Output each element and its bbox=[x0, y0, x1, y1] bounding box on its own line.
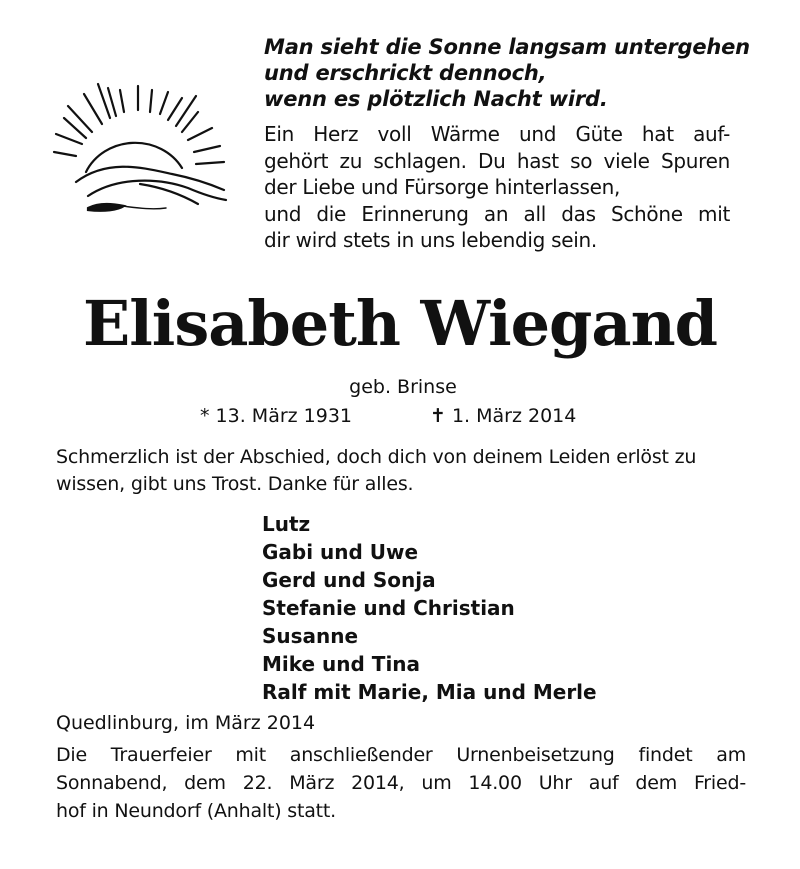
place-and-date: Quedlinburg, im März 2014 bbox=[56, 712, 316, 734]
funeral-details bbox=[56, 741, 756, 825]
tribute-line: und die Erinnerung an all das Schöne mit bbox=[264, 201, 730, 226]
poem-line: wenn es plötzlich Nacht wird. bbox=[264, 87, 608, 111]
mourners-list bbox=[262, 510, 762, 706]
setting-sun-icon bbox=[48, 72, 228, 222]
birth-name: geb. Brinse bbox=[349, 376, 457, 398]
deceased-name: Elisabeth Wiegand bbox=[82, 287, 718, 360]
ceremony-line: Die Trauerfeier mit anschließender Urnenbeisetzung findet am bbox=[56, 744, 746, 766]
ceremony-line: Sonnabend, dem 22. März 2014, um 14.00 Uhr auf dem Fried- bbox=[56, 772, 746, 794]
tribute-line: gehört zu schlagen. Du hast so viele Spuren bbox=[264, 148, 730, 173]
poem-line: Man sieht die Sonne langsam untergehen bbox=[264, 35, 750, 59]
tribute-line: dir wird stets in uns lebendig sein. bbox=[264, 228, 597, 252]
tribute-line: der Liebe und Fürsorge hinterlassen, bbox=[264, 175, 621, 199]
mourner-name: Lutz bbox=[262, 512, 311, 536]
mourner-name: Ralf mit Marie, Mia und Merle bbox=[262, 680, 597, 704]
message-line: wissen, gibt uns Trost. Danke für alles. bbox=[56, 473, 414, 495]
mourner-name: Mike und Tina bbox=[262, 652, 421, 676]
tribute-text bbox=[264, 121, 764, 254]
tribute-line: Ein Herz voll Wärme und Güte hat auf- bbox=[264, 122, 730, 146]
death-date: ✝ 1. März 2014 bbox=[430, 405, 577, 427]
poem-line: und erschrickt dennoch, bbox=[264, 61, 547, 85]
ceremony-line: hof in Neundorf (Anhalt) statt. bbox=[56, 800, 337, 822]
birth-date: * 13. März 1931 bbox=[200, 405, 353, 427]
poem-verse bbox=[264, 34, 764, 112]
mourner-name: Susanne bbox=[262, 624, 359, 648]
mourner-name: Gerd und Sonja bbox=[262, 568, 436, 592]
farewell-message bbox=[56, 444, 756, 498]
mourner-name: Stefanie und Christian bbox=[262, 596, 515, 620]
message-line: Schmerzlich ist der Abschied, doch dich von deinem Leiden erlöst zu bbox=[56, 446, 697, 468]
mourner-name: Gabi und Uwe bbox=[262, 540, 419, 564]
